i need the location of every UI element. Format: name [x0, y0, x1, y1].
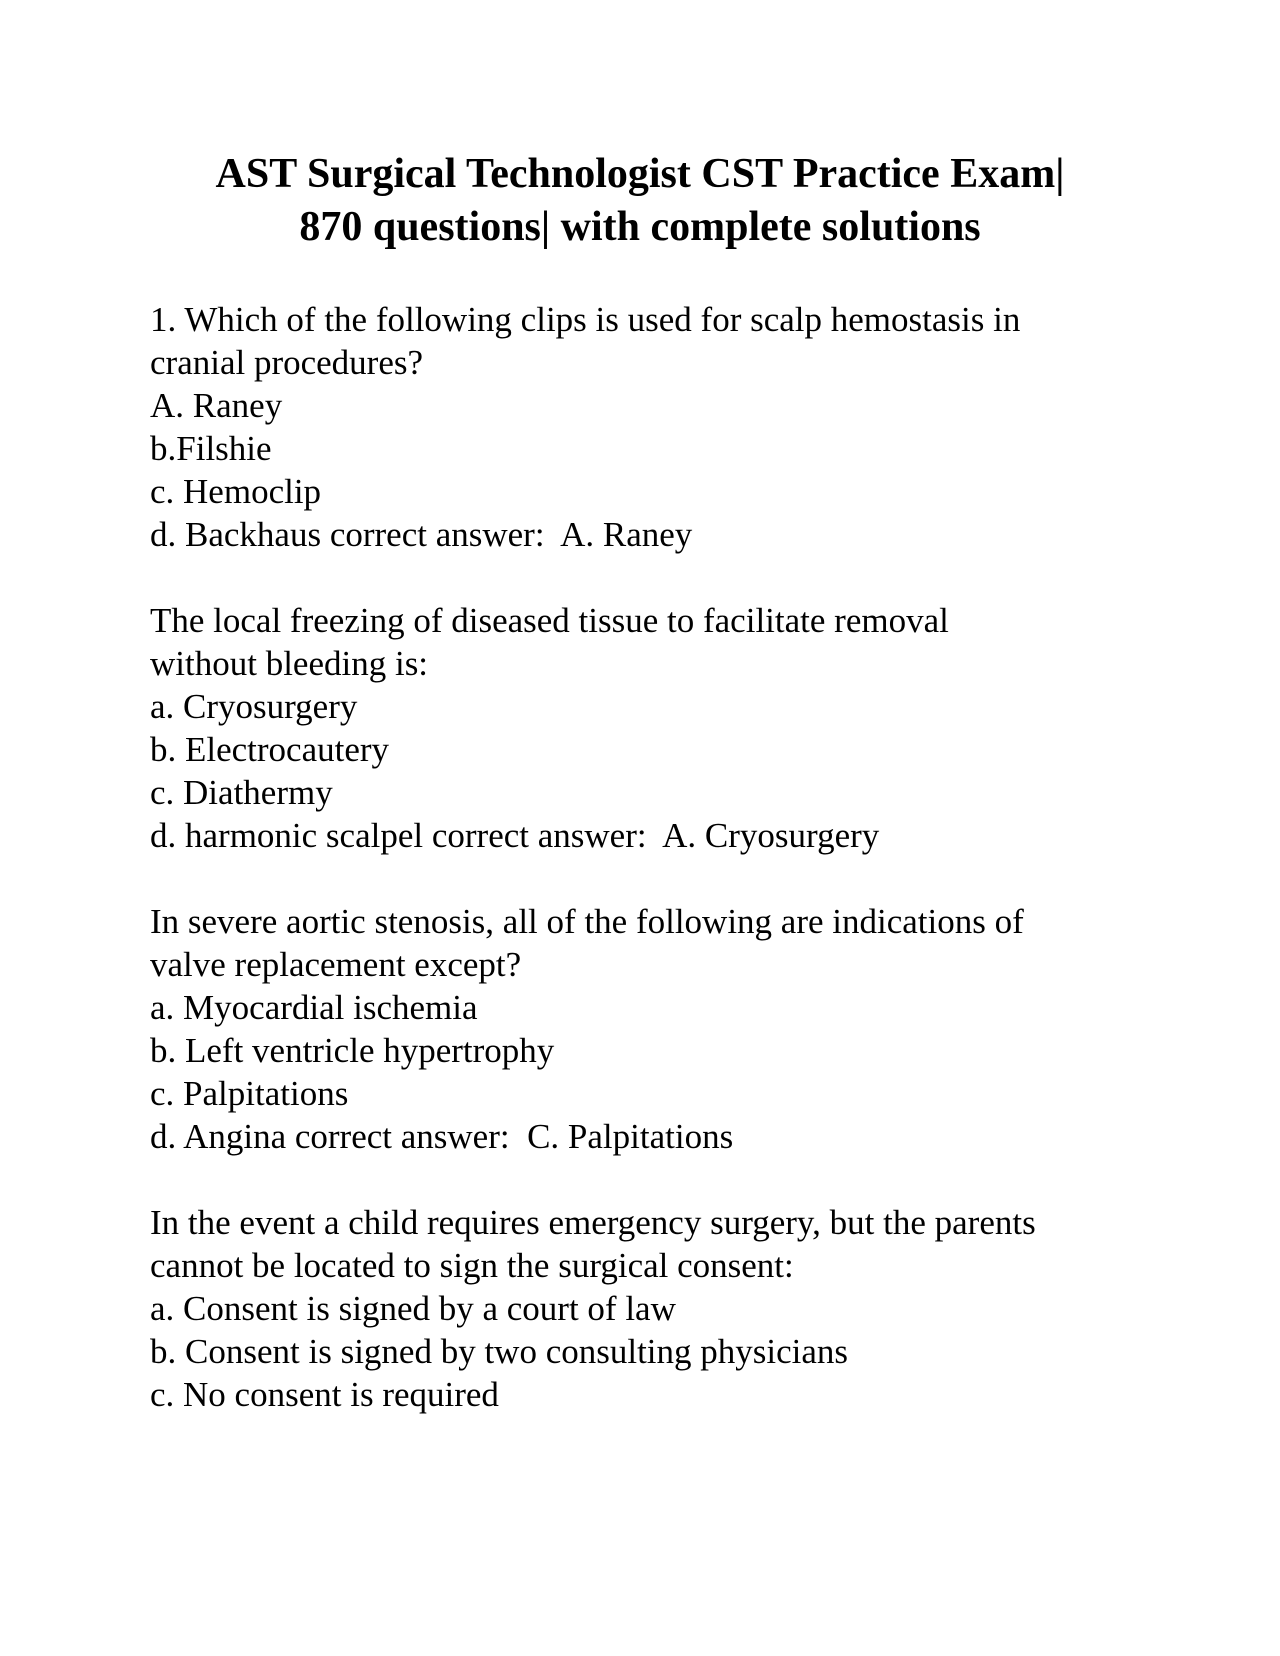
question-text: without bleeding is:	[150, 644, 429, 683]
document-body	[150, 298, 1150, 1459]
question-block-3	[150, 900, 1150, 1158]
title-line-2: 870 questions| with complete solutions	[299, 204, 981, 250]
question-block-2	[150, 599, 1150, 857]
question-block-1	[150, 298, 1150, 556]
answer-option: c. No consent is required	[150, 1375, 499, 1414]
answer-option: c. Diathermy	[150, 773, 333, 812]
document-title	[140, 148, 1140, 254]
answer-option: b. Electrocautery	[150, 730, 390, 769]
question-text: valve replacement except?	[150, 945, 522, 984]
answer-option: a. Cryosurgery	[150, 687, 358, 726]
answer-option: A. Raney	[150, 386, 283, 425]
question-text: cranial procedures?	[150, 343, 424, 382]
question-text: The local freezing of diseased tissue to facilitate removal	[150, 601, 949, 640]
answer-option-with-correct-answer: d. Angina correct answer: C. Palpitations	[150, 1117, 734, 1156]
answer-option: c. Palpitations	[150, 1074, 349, 1113]
question-text: In the event a child requires emergency surgery, but the parents	[150, 1203, 1036, 1242]
answer-option: b.Filshie	[150, 429, 272, 468]
question-text: cannot be located to sign the surgical consent:	[150, 1246, 794, 1285]
answer-option: a. Consent is signed by a court of law	[150, 1289, 676, 1328]
question-text: In severe aortic stenosis, all of the following are indications of	[150, 902, 1024, 941]
answer-option: a. Myocardial ischemia	[150, 988, 478, 1027]
title-line-1: AST Surgical Technologist CST Practice Exam|	[215, 151, 1065, 197]
answer-option: b. Left ventricle hypertrophy	[150, 1031, 555, 1070]
answer-option: c. Hemoclip	[150, 472, 322, 511]
question-text: 1. Which of the following clips is used for scalp hemostasis in	[150, 300, 1021, 339]
answer-option-with-correct-answer: d. Backhaus correct answer: A. Raney	[150, 515, 693, 554]
question-block-4	[150, 1201, 1150, 1416]
answer-option: b. Consent is signed by two consulting physicians	[150, 1332, 849, 1371]
answer-option-with-correct-answer: d. harmonic scalpel correct answer: A. Cryosurgery	[150, 816, 880, 855]
